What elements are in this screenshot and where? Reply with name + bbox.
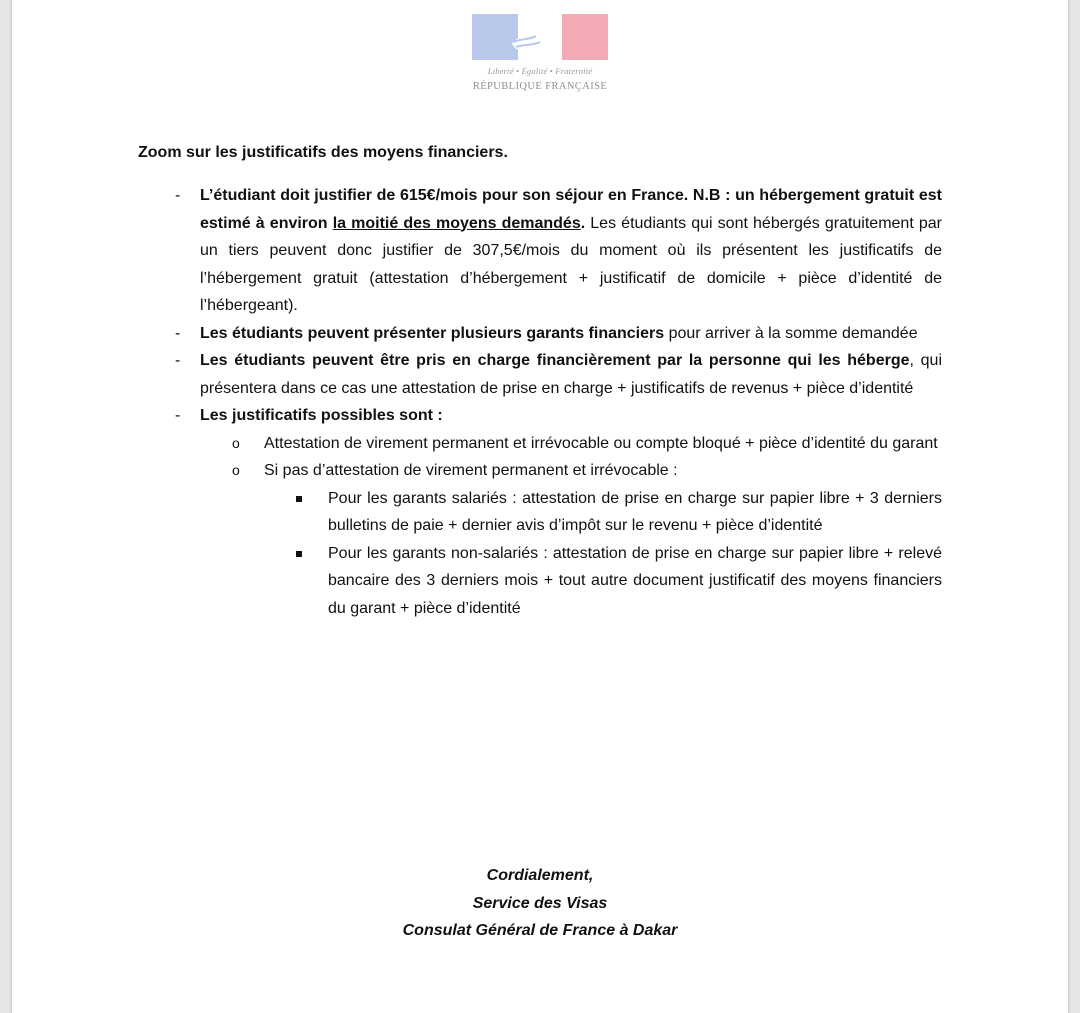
circle-bullet: o: [232, 434, 240, 451]
item-text: Les étudiants qui sont hébergés gratuitement par un tiers peuvent donc justifier de 307,5€/mois du moment où ils présentent les justificatifs de l’hébergement gratuit (attestation d’hébergement + justificatif de domicile + pièce d’identité de l’hébergeant).: [200, 214, 943, 314]
signature-block: [12, 862, 1068, 945]
list-item: [175, 402, 942, 430]
dash-bullet: -: [175, 187, 181, 204]
sub-list-item: [232, 457, 942, 485]
item-bold-end: .: [580, 214, 586, 232]
list-item: [175, 320, 942, 348]
square-bullet: [296, 551, 302, 557]
item-bold-text: Les étudiants peuvent être pris en charge financièrement par la personne qui les héberge: [200, 352, 910, 369]
republique-francaise-logo: [472, 14, 608, 98]
item-text: Pour les garants non-salariés : attestation de prise en charge sur papier libre + relevé bancaire des 3 derniers mois + tout autre document justificatif des moyens financiers du garant + pièce d’identité: [328, 544, 942, 617]
item-bold-text: Les étudiants peuvent présenter plusieurs garants financiers: [200, 324, 665, 342]
dash-bullet: -: [175, 352, 181, 369]
list-item: [175, 182, 943, 320]
logo-motto: Liberté • Égalité • Fraternité: [487, 66, 593, 76]
document-page: [12, 0, 1068, 1013]
item-bold-text: L’étudiant doit justifier de 615€/mois pour son séjour en France. N.B : un hébergement gratuit est estimé à environ: [200, 187, 942, 232]
sub-sub-list-item: [328, 540, 942, 623]
signature-service: Service des Visas: [472, 894, 608, 912]
sub-sub-list-item: [328, 485, 942, 540]
page-heading: Zoom sur les justificatifs des moyens financiers.: [138, 144, 508, 161]
logo-republic-name: RÉPUBLIQUE FRANÇAISE: [472, 81, 608, 92]
requirements-list: [175, 182, 943, 622]
sub-list-item: [232, 430, 942, 458]
item-text: Attestation de virement permanent et irrévocable ou compte bloqué + pièce d’identité du garant: [264, 434, 938, 452]
item-text: Si pas d’attestation de virement permanent et irrévocable :: [264, 462, 678, 479]
circle-bullet: o: [232, 462, 240, 478]
square-bullet: [296, 496, 302, 502]
marianne-flag-icon: [472, 14, 608, 60]
item-underlined-text: la moitié des moyens demandés: [332, 214, 581, 232]
signature-closing: Cordialement,: [486, 867, 594, 884]
item-bold-text: Les justificatifs possibles sont :: [200, 407, 443, 424]
dash-bullet: -: [175, 407, 181, 424]
signature-consulate: Consulat Général de France à Dakar: [402, 922, 678, 939]
dash-bullet: -: [175, 324, 181, 342]
item-text: pour arriver à la somme demandée: [664, 324, 918, 342]
list-item: [175, 347, 942, 402]
item-text: Pour les garants salariés : attestation de prise en charge sur papier libre + 3 derniers bulletins de paie + dernier avis d’impôt sur le revenu + pièce d’identité: [328, 489, 942, 534]
item-text: , qui présentera dans ce cas une attestation de prise en charge + justificatifs de revenus + pièce d’identité: [200, 352, 942, 397]
